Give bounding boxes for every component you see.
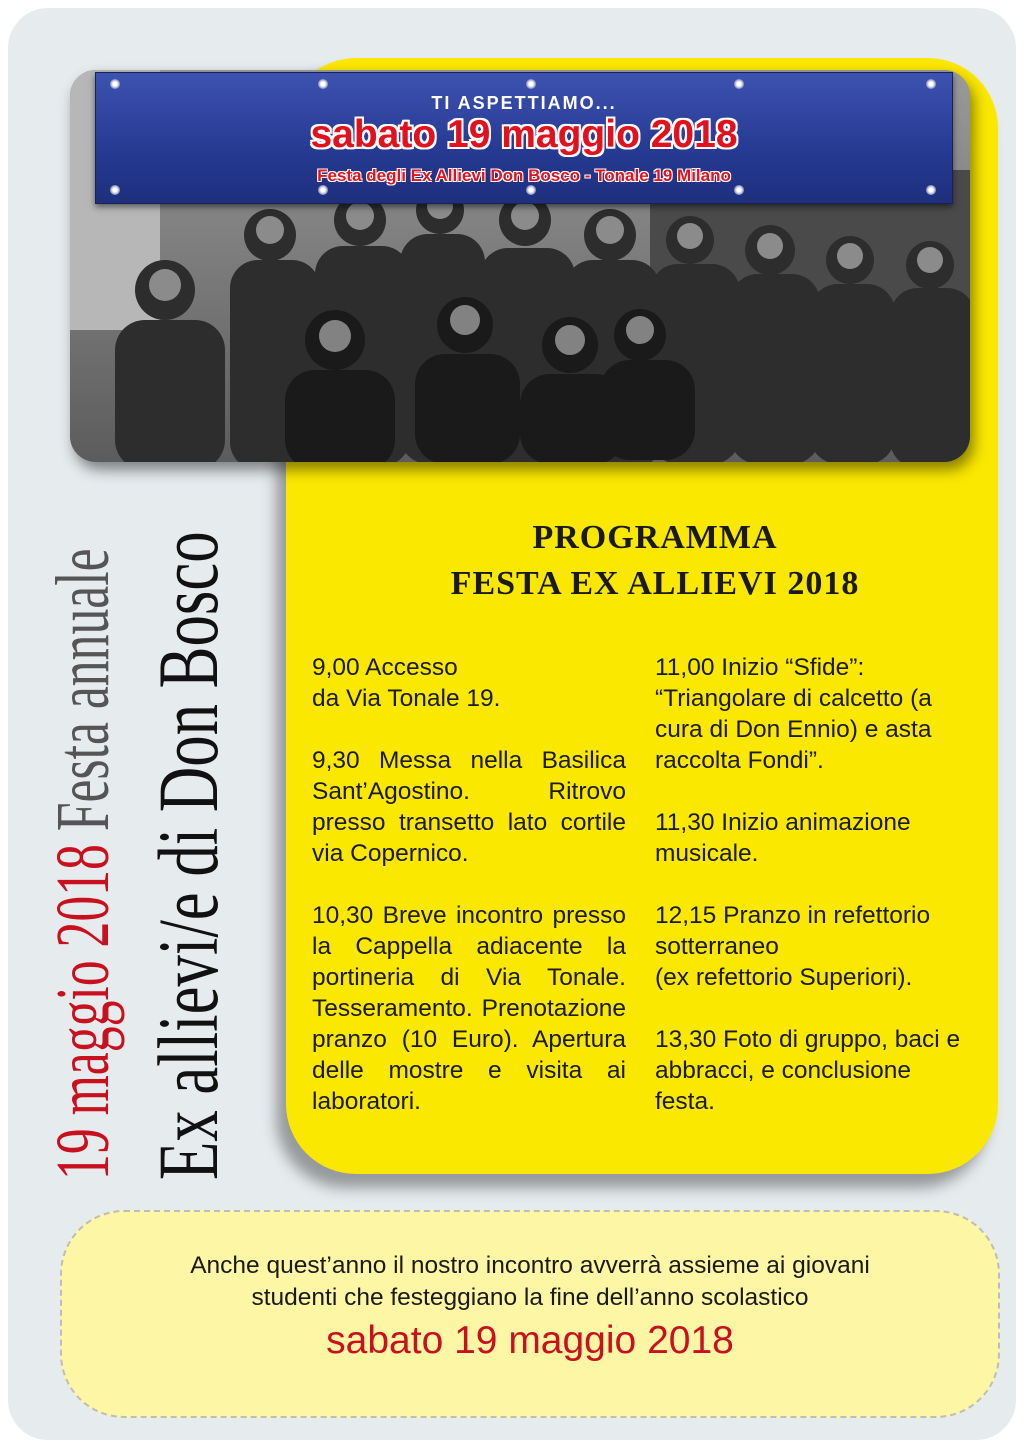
side-title-date-row	[38, 548, 128, 1180]
side-title-date: 19 maggio 2018	[41, 844, 125, 1180]
program-right-column	[655, 652, 971, 1148]
side-title-main: Ex allievi/e di Don Bosco	[140, 531, 236, 1180]
program-entry: 11,30 Inizio animazione musicale.	[655, 809, 911, 867]
grommet-icon	[110, 79, 120, 89]
grommet-icon	[318, 79, 328, 89]
program-entry: 13,30 Foto di gruppo, baci e abbracci, e conclusione festa.	[655, 1026, 961, 1115]
program-entry: 12,15 Pranzo in refettorio sotterraneo (ex refettorio Superiori).	[655, 902, 931, 991]
note-box	[60, 1210, 1000, 1418]
grommet-icon	[926, 79, 936, 89]
grommet-icon	[318, 185, 328, 195]
grommet-icon	[734, 79, 744, 89]
program-title	[340, 515, 970, 607]
program-title-line1: PROGRAMMA	[532, 519, 778, 556]
program-title-line2: FESTA EX ALLIEVI 2018	[450, 565, 860, 602]
top-banner	[95, 72, 953, 204]
program-entry: 9,00 Accesso da Via Tonale 19.	[312, 654, 501, 712]
note-date: sabato 19 maggio 2018	[326, 1319, 734, 1362]
grommet-icon	[926, 185, 936, 195]
side-title	[38, 460, 268, 1180]
program-left-column	[312, 652, 626, 1148]
program-entry: 10,30 Breve incontro presso la Cappella adiacente la portineria di Via Tonale. Tesseramento. Prenotazione pranzo (10 Euro). Apertura delle mostre e visita ai laboratori.	[312, 902, 626, 1115]
side-title-festa: Festa annuale	[41, 548, 125, 845]
program-entry: 11,00 Inizio “Sfide”: “Triangolare di calcetto (a cura di Don Ennio) e asta raccolta Fondi”.	[655, 654, 932, 774]
grommet-icon	[734, 185, 744, 195]
grommet-icon	[110, 185, 120, 195]
note-line-2: studenti che festeggiano la fine dell’anno scolastico	[251, 1284, 809, 1311]
program-entry: 9,30 Messa nella Basilica Sant’Agostino. Ritrovo presso transetto lato cortile via Copernico.	[312, 747, 626, 867]
banner-subtitle: Festa degli Ex Allievi Don Bosco - Tonale 19 Milano	[317, 166, 731, 185]
banner-invite: TI ASPETTIAMO...	[431, 93, 617, 113]
grommet-icon	[526, 79, 536, 89]
grommet-icon	[526, 185, 536, 195]
banner-date: sabato 19 maggio 2018	[310, 113, 738, 156]
note-line-1: Anche quest’anno il nostro incontro avverrà assieme ai giovani	[190, 1252, 870, 1279]
